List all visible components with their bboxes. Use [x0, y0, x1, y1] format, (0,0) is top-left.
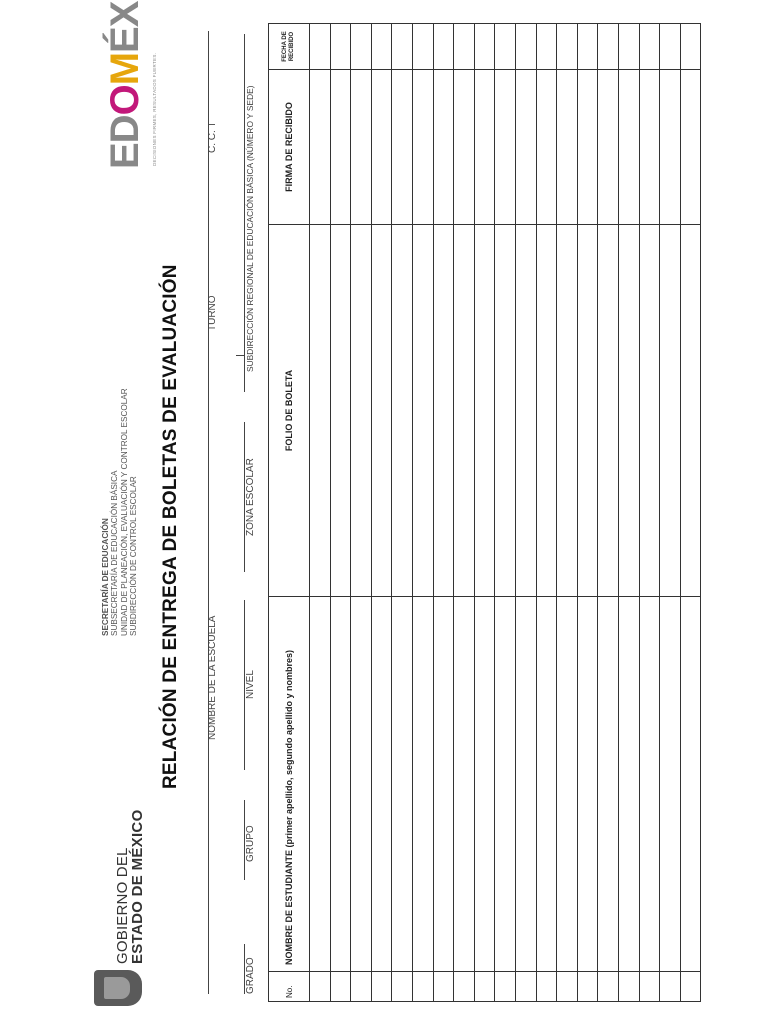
table-cell[interactable] [495, 972, 516, 1002]
table-cell[interactable] [433, 972, 454, 1002]
nombre-escuela-label: NOMBRE DE LA ESCUELA [207, 615, 218, 740]
col-firma-header: FIRMA DE RECIBIDO [269, 70, 310, 225]
state-crest-icon [94, 970, 142, 1006]
page-title: RELACIÓN DE ENTREGA DE BOLETAS DE EVALUACIÓN [160, 264, 181, 789]
table-cell[interactable] [515, 597, 536, 972]
table-cell[interactable] [495, 24, 516, 70]
table-cell[interactable] [680, 24, 701, 70]
table-cell[interactable] [371, 972, 392, 1002]
table-cell[interactable] [330, 597, 351, 972]
table-cell[interactable] [433, 225, 454, 597]
table-cell[interactable] [536, 225, 557, 597]
table-cell[interactable] [330, 24, 351, 70]
table-cell[interactable] [577, 24, 598, 70]
table-cell[interactable] [618, 225, 639, 597]
table-cell[interactable] [639, 24, 660, 70]
table-row [618, 24, 639, 1002]
logo-slogan: DECISIONES FIRMES, RESULTADOS FUERTES. [152, 52, 157, 166]
table-cell[interactable] [392, 225, 413, 597]
table-cell[interactable] [310, 597, 331, 972]
table-cell[interactable] [330, 70, 351, 225]
table-row [536, 24, 557, 1002]
table-cell[interactable] [412, 225, 433, 597]
table-cell[interactable] [639, 70, 660, 225]
table-cell[interactable] [598, 972, 619, 1002]
table-cell[interactable] [660, 972, 681, 1002]
table-cell[interactable] [557, 225, 578, 597]
grupo-label: GRUPO [245, 825, 256, 862]
col-fecha-header [269, 24, 310, 70]
table-cell[interactable] [351, 597, 372, 972]
dependencia-line-3: UNIDAD DE PLANEACIÓN, EVALUACIÓN Y CONTROL ESCOLAR [119, 388, 129, 636]
table-cell[interactable] [618, 24, 639, 70]
table-cell[interactable] [536, 597, 557, 972]
table-cell[interactable] [639, 597, 660, 972]
table-row [598, 24, 619, 1002]
table-cell[interactable] [515, 972, 536, 1002]
table-row [557, 24, 578, 1002]
table-cell[interactable] [433, 70, 454, 225]
turno-label: TURNO [207, 295, 218, 331]
table-cell[interactable] [412, 70, 433, 225]
table-cell[interactable] [598, 225, 619, 597]
table-cell[interactable] [639, 225, 660, 597]
table-cell[interactable] [660, 24, 681, 70]
table-cell[interactable] [392, 70, 413, 225]
table-row [433, 24, 454, 1002]
table-row [392, 24, 413, 1002]
table-cell[interactable] [495, 70, 516, 225]
table-cell[interactable] [680, 972, 701, 1002]
entrega-table [268, 23, 701, 1002]
table-cell[interactable] [351, 24, 372, 70]
table-cell[interactable] [371, 597, 392, 972]
table-cell[interactable] [371, 24, 392, 70]
table-cell[interactable] [454, 70, 475, 225]
table-cell[interactable] [454, 597, 475, 972]
table-cell[interactable] [536, 24, 557, 70]
table-cell[interactable] [392, 24, 413, 70]
table-cell[interactable] [392, 972, 413, 1002]
table-row [639, 24, 660, 1002]
table-cell[interactable] [515, 225, 536, 597]
table-cell[interactable] [351, 225, 372, 597]
table-cell[interactable] [577, 597, 598, 972]
col-nombre-header: NOMBRE DE ESTUDIANTE (primer apellido, segundo apellido y nombres) [269, 597, 310, 972]
zona-escolar-label: ZONA ESCOLAR [245, 458, 256, 536]
table-cell[interactable] [515, 70, 536, 225]
table-cell[interactable] [474, 70, 495, 225]
table-cell[interactable] [577, 972, 598, 1002]
table-cell[interactable] [598, 70, 619, 225]
table-row [495, 24, 516, 1002]
table-row [330, 24, 351, 1002]
grado-label: GRADO [245, 957, 256, 994]
logo-o: O [103, 85, 147, 116]
table-cell[interactable] [351, 972, 372, 1002]
table-cell[interactable] [660, 597, 681, 972]
dependencia-line-1: SECRETARÍA DE EDUCACIÓN [101, 518, 110, 636]
table-cell[interactable] [598, 597, 619, 972]
table-cell[interactable] [660, 225, 681, 597]
dependencia-line-4: SUBDIRECCIÓN DE CONTROL ESCOLAR [129, 476, 139, 636]
table-cell[interactable] [454, 225, 475, 597]
table-cell[interactable] [351, 70, 372, 225]
table-cell[interactable] [454, 972, 475, 1002]
table-cell[interactable] [310, 972, 331, 1002]
table-cell[interactable] [474, 597, 495, 972]
table-row [474, 24, 495, 1002]
table-cell[interactable] [680, 597, 701, 972]
table-cell[interactable] [515, 24, 536, 70]
table-cell[interactable] [310, 24, 331, 70]
table-header-row [269, 24, 310, 1002]
table-cell[interactable] [680, 225, 701, 597]
table-cell[interactable] [557, 70, 578, 225]
table-cell[interactable] [330, 225, 351, 597]
table-row [310, 24, 331, 1002]
table-cell[interactable] [536, 70, 557, 225]
logo-m: M [103, 52, 147, 86]
table-cell[interactable] [412, 972, 433, 1002]
subdireccion-label: SUBDIRECCIÓN REGIONAL DE EDUCACIÓN BÁSICA (NÚMERO Y SEDE) [245, 85, 255, 372]
table-cell[interactable] [392, 597, 413, 972]
table-cell[interactable] [474, 24, 495, 70]
table-body [310, 24, 701, 1002]
table-row [680, 24, 701, 1002]
table-cell[interactable] [536, 972, 557, 1002]
col-no-header: No. [269, 972, 310, 1002]
col-fecha-line-1: FECHA DE [282, 31, 288, 62]
table-cell[interactable] [495, 597, 516, 972]
table-cell[interactable] [330, 972, 351, 1002]
table-cell[interactable] [371, 225, 392, 597]
col-fecha-line-2: RECIBIDO [289, 31, 295, 62]
table-cell[interactable] [618, 972, 639, 1002]
table-cell[interactable] [433, 597, 454, 972]
table-cell[interactable] [557, 24, 578, 70]
table-cell[interactable] [474, 225, 495, 597]
table-cell[interactable] [618, 597, 639, 972]
turno-tick [236, 355, 244, 356]
table-cell[interactable] [371, 70, 392, 225]
table-cell[interactable] [495, 225, 516, 597]
table-row [454, 24, 475, 1002]
cct-label: C. C. T [207, 121, 218, 153]
table-row [515, 24, 536, 1002]
table-row [412, 24, 433, 1002]
dependencia-block [101, 388, 139, 636]
table-cell[interactable] [557, 597, 578, 972]
table-cell[interactable] [557, 972, 578, 1002]
table-cell[interactable] [454, 24, 475, 70]
table-cell[interactable] [618, 70, 639, 225]
dependencia-line-2: SUBSECRETARÍA DE EDUCACIÓN BÁSICA [110, 470, 120, 636]
table-row [577, 24, 598, 1002]
gobierno-line-2: ESTADO DE MÉXICO [129, 809, 146, 964]
gobierno-line-1: GOBIERNO DEL [114, 847, 131, 964]
table-cell[interactable] [577, 225, 598, 597]
logo-ed: ED [103, 115, 147, 169]
table-cell[interactable] [660, 70, 681, 225]
table-cell[interactable] [598, 24, 619, 70]
table-row [660, 24, 681, 1002]
col-folio-header: FOLIO DE BOLETA [269, 225, 310, 597]
table-row [371, 24, 392, 1002]
edomex-logo [103, 2, 148, 169]
logo-ex: ÉX [103, 1, 147, 53]
table-cell[interactable] [474, 972, 495, 1002]
table-row [351, 24, 372, 1002]
table-cell[interactable] [680, 70, 701, 225]
table-cell[interactable] [577, 70, 598, 225]
table-cell[interactable] [310, 225, 331, 597]
table-cell[interactable] [310, 70, 331, 225]
table-cell[interactable] [412, 24, 433, 70]
table-cell[interactable] [639, 972, 660, 1002]
nivel-label: NIVEL [245, 670, 256, 699]
table-cell[interactable] [433, 24, 454, 70]
table-cell[interactable] [412, 597, 433, 972]
